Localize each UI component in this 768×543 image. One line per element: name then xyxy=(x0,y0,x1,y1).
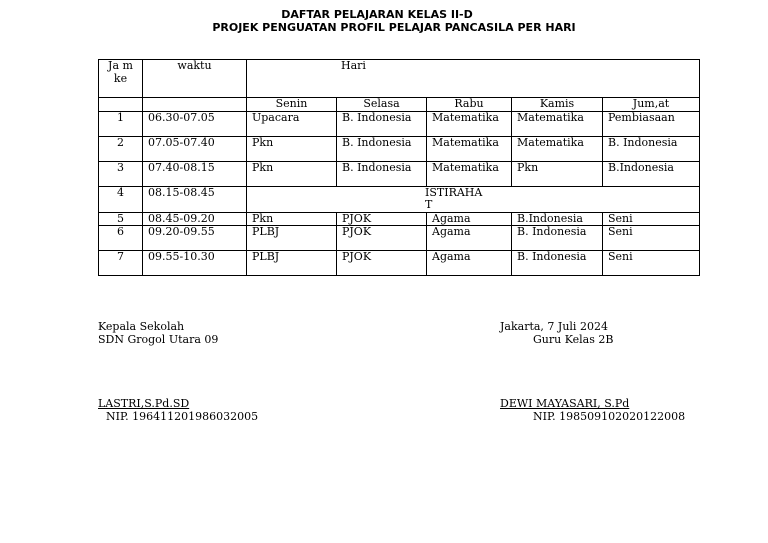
cell-jumat: B. Indonesia xyxy=(603,136,700,161)
cell-kamis: B. Indonesia xyxy=(512,226,603,251)
row-number: 6 xyxy=(99,226,143,251)
left-signature-block xyxy=(98,320,218,346)
teacher-nip: NIP. 198509102020122008 xyxy=(533,410,686,423)
cell-kamis: Matematika xyxy=(512,111,603,136)
table-row xyxy=(99,186,700,212)
days-header-row xyxy=(99,98,700,112)
row-time: 07.05-07.40 xyxy=(143,136,247,161)
row-number: 3 xyxy=(99,161,143,186)
row-number: 4 xyxy=(99,186,143,212)
cell-selasa: PJOK xyxy=(337,226,427,251)
cell-rabu: Agama xyxy=(427,226,512,251)
cell-kamis: B. Indonesia xyxy=(512,251,603,276)
cell-jumat: Pembiasaan xyxy=(603,111,700,136)
cell-selasa: PJOK xyxy=(337,212,427,226)
right-signatory xyxy=(500,397,685,423)
day-header-senin: Senin xyxy=(247,98,337,112)
table-row xyxy=(99,111,700,136)
table-row xyxy=(99,161,700,186)
cell-senin: Upacara xyxy=(247,111,337,136)
place-date: Jakarta, 7 Juli 2024 xyxy=(500,320,608,333)
row-time: 08.45-09.20 xyxy=(143,212,247,226)
row-time: 06.30-07.05 xyxy=(143,111,247,136)
cell-senin: PLBJ xyxy=(247,251,337,276)
row-time: 07.40-08.15 xyxy=(143,161,247,186)
schedule-table xyxy=(98,59,700,276)
document-title: DAFTAR PELAJARAN KELAS II-D xyxy=(281,8,473,21)
cell-rabu: Matematika xyxy=(427,161,512,186)
row-number: 7 xyxy=(99,251,143,276)
header-waktu: waktu xyxy=(143,60,247,98)
principal-nip: NIP. 196411201986032005 xyxy=(106,410,259,423)
row-number: 5 xyxy=(99,212,143,226)
row-time: 09.20-09.55 xyxy=(143,226,247,251)
school-name: SDN Grogol Utara 09 xyxy=(98,333,219,346)
cell-senin: Pkn xyxy=(247,161,337,186)
day-header-rabu: Rabu xyxy=(427,98,512,112)
break-label: ISTIRAHAT xyxy=(425,186,483,211)
header-jam-ke: Ja m ke xyxy=(99,60,143,98)
cell-senin: PLBJ xyxy=(247,226,337,251)
header-empty xyxy=(143,98,247,112)
cell-rabu: Matematika xyxy=(427,111,512,136)
header-row xyxy=(99,60,700,98)
table-row xyxy=(99,136,700,161)
cell-jumat: Seni xyxy=(603,226,700,251)
cell-kamis: B.Indonesia xyxy=(512,212,603,226)
cell-selasa: B. Indonesia xyxy=(337,111,427,136)
break-cell xyxy=(247,186,700,212)
cell-rabu: Agama xyxy=(427,212,512,226)
principal-name: LASTRI,S.Pd.SD xyxy=(98,397,190,410)
header-hari: Hari xyxy=(247,60,700,98)
cell-senin: Pkn xyxy=(247,136,337,161)
row-number: 2 xyxy=(99,136,143,161)
table-row xyxy=(99,251,700,276)
row-time: 08.15-08.45 xyxy=(143,186,247,212)
cell-selasa: PJOK xyxy=(337,251,427,276)
row-time: 09.55-10.30 xyxy=(143,251,247,276)
teacher-title: Guru Kelas 2B xyxy=(533,333,614,346)
cell-selasa: B. Indonesia xyxy=(337,161,427,186)
table-row xyxy=(99,226,700,251)
right-signature-block xyxy=(500,320,613,346)
left-signatory xyxy=(98,397,258,423)
teacher-name: DEWI MAYASARI, S.Pd xyxy=(500,397,630,410)
cell-selasa: B. Indonesia xyxy=(337,136,427,161)
cell-kamis: Matematika xyxy=(512,136,603,161)
cell-jumat: B.Indonesia xyxy=(603,161,700,186)
day-header-jumat: Jum,at xyxy=(603,98,700,112)
day-header-selasa: Selasa xyxy=(337,98,427,112)
cell-jumat: Seni xyxy=(603,212,700,226)
table-row xyxy=(99,212,700,226)
cell-senin: Pkn xyxy=(247,212,337,226)
cell-jumat: Seni xyxy=(603,251,700,276)
day-header-kamis: Kamis xyxy=(512,98,603,112)
cell-rabu: Agama xyxy=(427,251,512,276)
document-subtitle: PROJEK PENGUATAN PROFIL PELAJAR PANCASILA PER HARI xyxy=(212,21,576,34)
cell-kamis: Pkn xyxy=(512,161,603,186)
cell-rabu: Matematika xyxy=(427,136,512,161)
principal-title: Kepala Sekolah xyxy=(98,320,185,333)
header-empty xyxy=(99,98,143,112)
row-number: 1 xyxy=(99,111,143,136)
